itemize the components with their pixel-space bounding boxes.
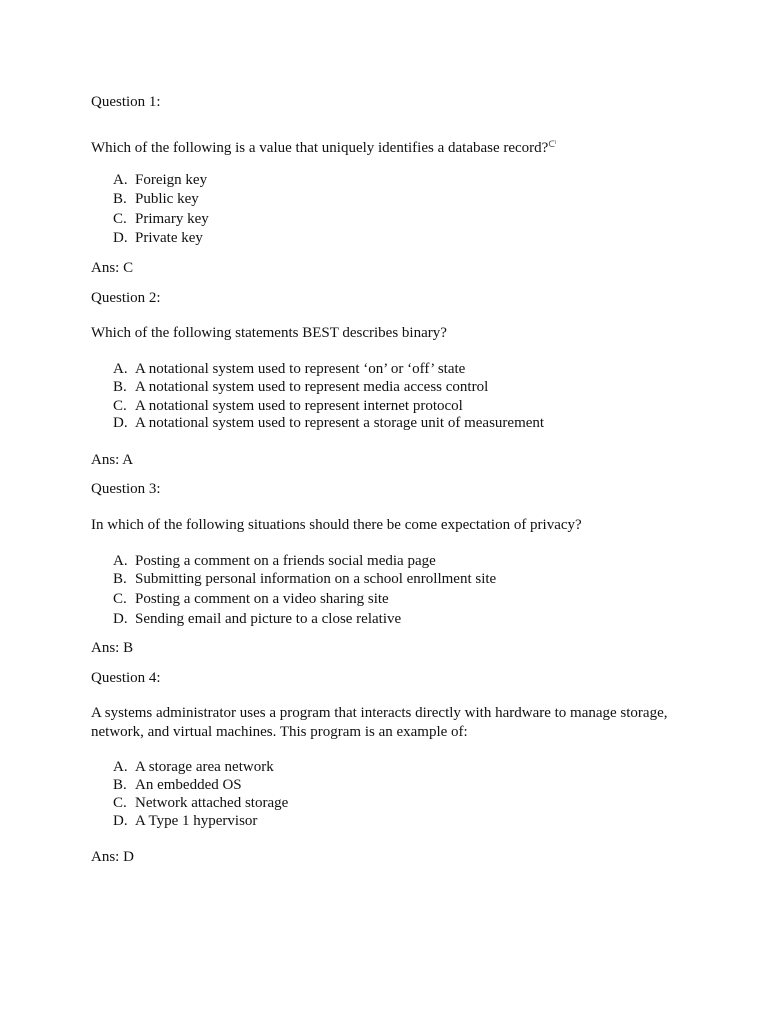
question-2-option-d — [113, 414, 544, 432]
question-1-option-c — [113, 210, 209, 228]
option-text: Network attached storage — [135, 795, 289, 811]
option-text: Posting a comment on a friends social media page — [135, 553, 436, 569]
question-1-prompt-text: Which of the following is a value that uniquely identifies a database record? — [91, 140, 549, 156]
option-letter: D. — [113, 611, 128, 627]
question-3-option-c — [113, 590, 389, 608]
question-4-option-c — [113, 794, 288, 812]
option-text: Submitting personal information on a school enrollment site — [135, 571, 497, 587]
option-text: A storage area network — [135, 759, 274, 775]
question-3-prompt: In which of the following situations should there be come expectation of privacy? — [91, 517, 582, 533]
question-1-heading: Question 1: — [91, 94, 161, 110]
option-text: Public key — [135, 191, 199, 207]
question-4-option-d — [113, 812, 257, 830]
question-2-answer: Ans: A — [91, 452, 134, 468]
question-1-option-b — [113, 190, 199, 208]
question-1-option-d — [113, 229, 203, 247]
option-text: Primary key — [135, 211, 209, 227]
question-3-answer: Ans: B — [91, 640, 134, 656]
option-text: A notational system used to represent internet protocol — [135, 398, 463, 414]
question-3-option-d — [113, 610, 401, 628]
option-letter: C. — [113, 795, 127, 811]
question-4-heading: Question 4: — [91, 670, 161, 686]
question-4-option-a — [113, 758, 274, 776]
option-letter: D. — [113, 230, 128, 246]
option-text: A notational system used to represent media access control — [135, 379, 489, 395]
question-2-prompt: Which of the following statements BEST describes binary? — [91, 325, 447, 341]
option-letter: C. — [113, 398, 127, 414]
option-letter: B. — [113, 191, 127, 207]
option-text: Sending email and picture to a close relative — [135, 611, 402, 627]
option-text: Foreign key — [135, 172, 208, 188]
option-letter: D. — [113, 415, 128, 431]
option-text: Private key — [135, 230, 203, 246]
question-1-option-a — [113, 171, 207, 189]
question-3-option-a — [113, 552, 436, 570]
option-text: A notational system used to represent ‘on’ or ‘off’ state — [135, 361, 466, 377]
option-letter: B. — [113, 571, 127, 587]
option-text: A Type 1 hypervisor — [135, 813, 258, 829]
question-2-option-a — [113, 360, 465, 378]
option-letter: A. — [113, 553, 128, 569]
question-3-heading: Question 3: — [91, 481, 161, 497]
question-2-option-c — [113, 397, 463, 415]
option-letter: B. — [113, 379, 127, 395]
question-1-answer: Ans: C — [91, 260, 134, 276]
question-3-option-b — [113, 570, 496, 588]
option-text: An embedded OS — [135, 777, 242, 793]
question-4-prompt: A systems administrator uses a program that interacts directly with hardware to manage storage, network, and virtual machines. This program is an example of: — [91, 705, 668, 740]
option-letter: C. — [113, 211, 127, 227]
comment-marker-icon: ᑕⁱ — [548, 140, 557, 150]
question-4-option-b — [113, 776, 242, 794]
question-2-heading: Question 2: — [91, 290, 161, 306]
option-letter: A. — [113, 361, 128, 377]
option-letter: A. — [113, 172, 128, 188]
question-2-option-b — [113, 378, 488, 396]
option-text: Posting a comment on a video sharing site — [135, 591, 389, 607]
option-text: A notational system used to represent a storage unit of measurement — [135, 415, 545, 431]
option-letter: C. — [113, 591, 127, 607]
option-letter: B. — [113, 777, 127, 793]
option-letter: D. — [113, 813, 128, 829]
question-4-answer: Ans: D — [91, 849, 134, 865]
option-letter: A. — [113, 759, 128, 775]
question-1-prompt — [91, 136, 557, 157]
